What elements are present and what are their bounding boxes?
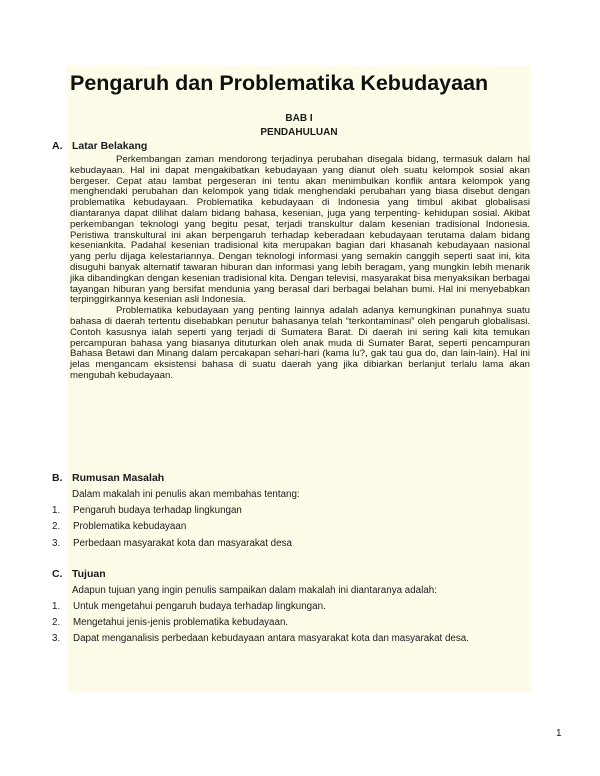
section-b-heading [0, 472, 600, 486]
page-number: 1 [556, 728, 562, 739]
document-title: Pengaruh dan Problematika Kebudayaan [70, 71, 489, 95]
section-a-body [70, 155, 530, 382]
chapter-title: PENDAHULUAN [260, 127, 338, 138]
paragraph: Problematika kebudayaan yang penting lainnya adalah adanya kemungkinan punahnya suatu bahasa di daerah tertentu disebabkan penutur bahasanya telah “terkontaminasi” oleh pengaruh globalisasi. Contoh kasusnya ialah seperti yang terjadi di Sumatera Barat. Di daerah ini sering kali kita temukan percampuran bahasa yang biasanya dituturkan oleh anak muda di Sumater Barat, seperti pencampuran Bahasa Betawi dan Minang dalam percakapan sehari-hari (kama lu?, gak tau gua do, dan lain-lain). Hal ini jelas mengancam eksistensi bahasa di suatu daerah yang jika dibiarkan berlanjut terlalu lama akan mengubah kebudayaan. [70, 305, 530, 381]
section-a-letter: A. [52, 140, 63, 152]
section-b-title: Rumusan Masalah [72, 472, 165, 484]
document-page: Pengaruh dan Problematika Kebudayaan BAB I PENDAHULUAN A. Latar Belakang Perkembangan zaman mendorong terjadinya perubahan disegala bidang, termasuk dalam hal kebudayaan. Hal ini dapat mengakibatkan kebudayaan yang dianut oleh suatu kelompok sosial akan bergeser. Cepat atau lambat pergeseran ini tentu akan menimbulkan konflik antara kelompok yang menghendaki perubahan dan kelompok yang tidak menghendaki perubahan yang biasa disebut dengan problematika kebudayaan. Problematika kebudayaan di Indonesia yang timbul akibat globalisasi diantaranya dapat dilihat dalam bidang bahasa, kesenian, juga yang terpenting- kehidupan sosial. Akibat perkembangan teknologi yang begitu pesat, terjadi transkultur dalam kesenian tradisional Indonesia. Peristiwa transkultural ini akan berpengaruh terhadap keberadaan kebudayaan terutama dalam bidang keseniankita. Padahal kesenian tradisional kita merupakan bagian dari khasanah kebudayaan nasional yang perlu dijaga kelestariannya. Dengan teknologi informasi yang semakin canggih seperti saat ini, kita disuguhi banyak alternatif tawaran hiburan dan informasi yang lebih beragam, yang mungkin lebih menarik jika dibandingkan dengan kesenian tradisional kita. Dengan televisi, masyarakat bisa menyaksikan berbagai tayangan hiburan yang bersifat mendunia yang berasal dari berbagai belahan bumi. Hal ini menyebabkan terpinggirkannya kesenian asli Indonesia. Problematika kebudayaan yang penting lainnya adalah adanya kemungkinan punahnya suatu bahasa di daerah tertentu disebabkan penutur bahasanya telah “terkontaminasi” oleh pengaruh globalisasi. Contoh kasusnya ialah seperti yang terjadi di Sumatera Barat. Di daerah ini sering kali kita temukan percampuran bahasa yang biasanya dituturkan oleh anak muda di Sumater Barat, seperti pencampuran Bahasa Betawi dan Minang dalam percakapan sehari-hari (kama lu?, gak tau gua do, dan lain-lain). Hal ini jelas mengancam eksistensi bahasa di suatu daerah yang jika dibiarkan berlanjut terlalu lama akan mengubah kebudayaan. B. Rumusan Masalah Dalam makalah ini penulis akan membahas tentang: 1. Pengaruh budaya terhadap lingkungan 2. Problematika kebudayaan 3. Perbedaan masyarakat kota dan masyarakat desa C. Tujuan Adapun tujuan yang ingin penulis sampaikan dalam makalah ini diantaranya adalah: 1. Untuk mengetahui pengaruh budaya terhadap lingkungan. 2. Mengetahui jenis-jenis problematika kebudayaan. 3. Dapat menganalisis perbedaan kebudayaan antara masyarakat kota dan masyarakat desa. 1 [0, 0, 600, 776]
section-c-letter: C. [52, 568, 63, 580]
chapter-label: BAB I [285, 113, 313, 124]
section-a-title: Latar Belakang [72, 140, 148, 152]
section-c-heading [0, 568, 600, 582]
section-c-intro: Adapun tujuan yang ingin penulis sampaikan dalam makalah ini diantaranya adalah: [72, 585, 437, 596]
section-a-heading [0, 140, 600, 154]
section-b-letter: B. [52, 472, 63, 484]
section-b-intro: Dalam makalah ini penulis akan membahas tentang: [72, 489, 300, 500]
paragraph: Perkembangan zaman mendorong terjadinya perubahan disegala bidang, termasuk dalam hal kebudayaan. Hal ini dapat mengakibatkan kebudayaan yang dianut oleh suatu kelompok sosial akan bergeser. Cepat atau lambat pergeseran ini tentu akan menimbulkan konflik antara kelompok yang menghendaki perubahan dan kelompok yang tidak menghendaki perubahan yang biasa disebut dengan problematika kebudayaan. Problematika kebudayaan di Indonesia yang timbul akibat globalisasi diantaranya dapat dilihat dalam bidang bahasa, kesenian, juga yang terpenting- kehidupan sosial. Akibat perkembangan teknologi yang begitu pesat, terjadi transkultur dalam kesenian tradisional Indonesia. Peristiwa transkultural ini akan berpengaruh terhadap keberadaan kebudayaan terutama dalam bidang keseniankita. Padahal kesenian tradisional kita merupakan bagian dari khasanah kebudayaan nasional yang perlu dijaga kelestariannya. Dengan teknologi informasi yang semakin canggih seperti saat ini, kita disuguhi banyak alternatif tawaran hiburan dan informasi yang lebih beragam, yang mungkin lebih menarik jika dibandingkan dengan kesenian tradisional kita. Dengan televisi, masyarakat bisa menyaksikan berbagai tayangan hiburan yang bersifat mendunia yang berasal dari berbagai belahan bumi. Hal ini menyebabkan terpinggirkannya kesenian asli Indonesia. [70, 154, 530, 306]
section-c-title: Tujuan [72, 568, 106, 580]
